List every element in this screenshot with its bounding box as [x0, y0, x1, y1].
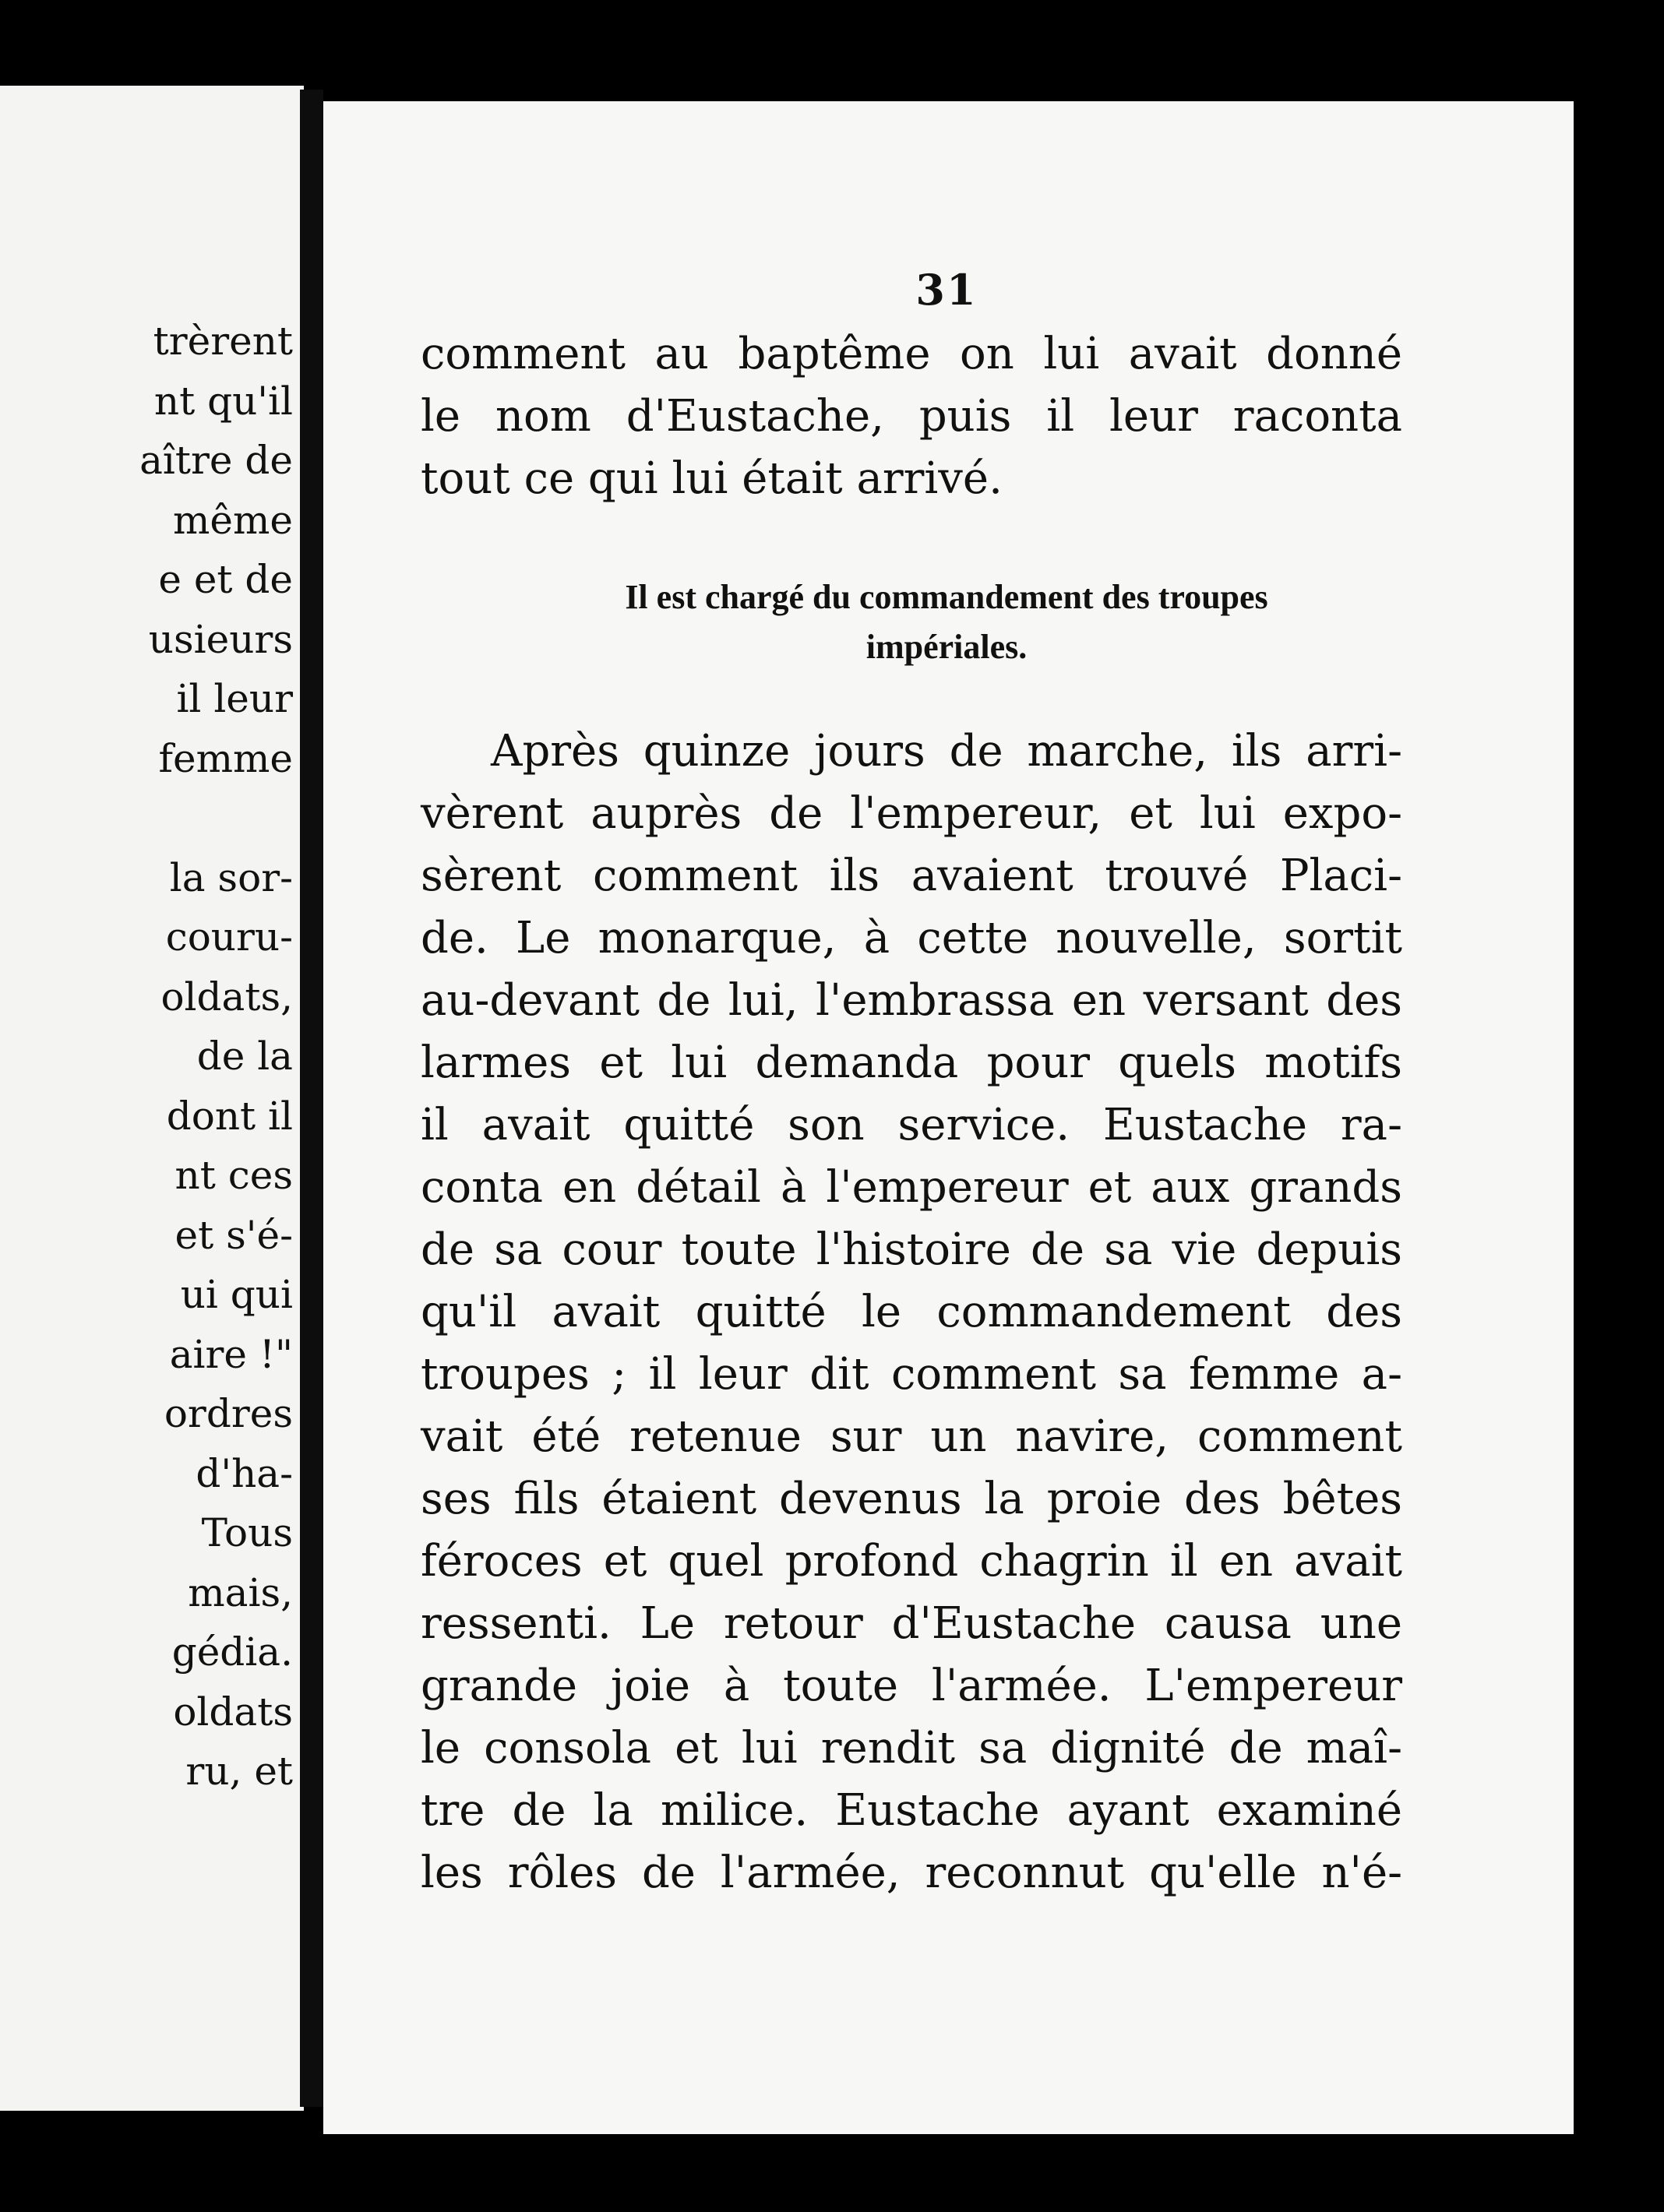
left-line: ordres [164, 1391, 293, 1436]
text-line: ressenti. Le retour d'Eustache causa une [421, 1598, 1402, 1649]
text-line: grande joie à toute l'armée. L'empereur [421, 1661, 1402, 1711]
left-line [0, 788, 293, 848]
left-line: ui qui [180, 1272, 293, 1317]
current-page [323, 101, 1574, 2134]
left-line: mais, [188, 1569, 293, 1615]
left-line: couru- [165, 914, 293, 960]
text-line: tout ce qui lui était arrivé. [421, 453, 1003, 504]
left-line: ru, et [185, 1749, 293, 1794]
paragraph-continuation [421, 323, 1402, 510]
text-line: de. Le monarque, à cette nouvelle, sortit [421, 913, 1402, 963]
left-line: il leur [176, 676, 293, 721]
left-line: même [172, 497, 293, 543]
text-line: vèrent auprès de l'empereur, et lui expo- [421, 788, 1402, 839]
text-line: vait été retenue sur un navire, comment [421, 1411, 1402, 1462]
left-line: dont il [166, 1093, 293, 1139]
heading-line: Il est chargé du commandement des troupes [625, 578, 1268, 616]
left-line: d'ha- [196, 1450, 293, 1496]
text-line: qu'il avait quitté le commandement des [421, 1287, 1402, 1337]
text-line: il avait quitté son service. Eustache ra- [421, 1100, 1402, 1150]
text-line: le consola et lui rendit sa dignité de maî- [421, 1723, 1402, 1773]
text-line: tre de la milice. Eustache ayant examiné [421, 1785, 1402, 1836]
previous-page-fragment [0, 86, 304, 2111]
left-line: gédia. [171, 1629, 293, 1675]
text-line: le nom d'Eustache, puis il leur raconta [421, 391, 1402, 442]
left-line: nt qu'il [153, 378, 293, 424]
text-line: Après quinze jours de marche, ils arri- [491, 726, 1402, 777]
page-number: 31 [915, 265, 978, 315]
text-line: les rôles de l'armée, reconnut qu'elle n'é- [421, 1847, 1402, 1898]
left-line: femme [158, 735, 293, 781]
text-line: troupes ; il leur dit comment sa femme a- [421, 1349, 1402, 1400]
text-line: sèrent comment ils avaient trouvé Placi- [421, 851, 1402, 901]
left-line: usieurs [148, 616, 293, 662]
left-line: la sor- [169, 854, 293, 900]
text-line: ses fils étaient devenus la proie des bêtes [421, 1474, 1402, 1524]
section-heading [456, 572, 1437, 672]
left-line: aître de [139, 438, 293, 483]
text-line: conta en détail à l'empereur et aux grands [421, 1162, 1402, 1213]
text-line: féroces et quel profond chagrin il en avait [421, 1536, 1402, 1587]
left-line: oldats, [160, 974, 293, 1020]
left-line: Tous [201, 1510, 293, 1555]
paragraph-main [421, 720, 1402, 1904]
text-line: au-devant de lui, l'embrassa en versant des [421, 975, 1402, 1026]
text-line: larmes et lui demanda pour quels motifs [421, 1037, 1402, 1088]
left-line: et s'é- [175, 1212, 293, 1258]
left-line: oldats [173, 1689, 293, 1735]
previous-page-text [0, 312, 293, 1802]
left-line: de la [196, 1034, 293, 1079]
left-line: e et de [158, 557, 293, 602]
book-gutter [300, 90, 323, 2107]
text-line: de sa cour toute l'histoire de sa vie depuis [421, 1224, 1402, 1275]
heading-line: impériales. [865, 628, 1028, 666]
left-line: aire !" [169, 1331, 293, 1377]
text-line: comment au baptême on lui avait donné [421, 329, 1402, 379]
left-line: nt ces [175, 1153, 293, 1198]
left-line: trèrent [153, 319, 293, 364]
